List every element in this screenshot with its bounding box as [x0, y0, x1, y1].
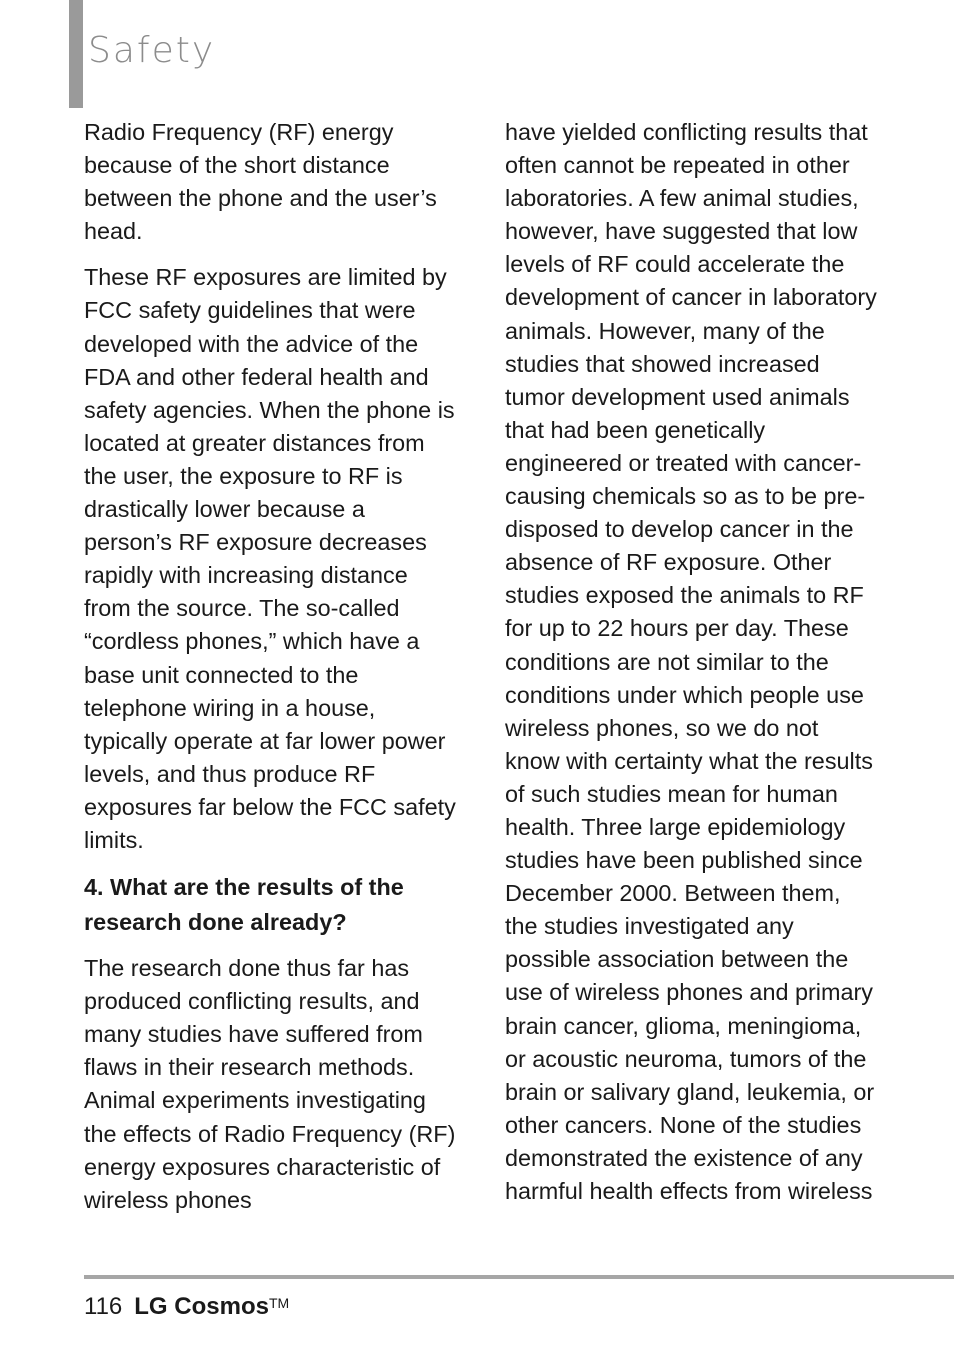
footer-divider — [84, 1275, 954, 1279]
right-column — [505, 116, 877, 1221]
left-column — [84, 116, 456, 1230]
section-title: Safety — [88, 30, 216, 71]
page-footer — [84, 1292, 289, 1322]
trademark-symbol: TM — [268, 1295, 290, 1311]
paragraph: These RF exposures are limited by FCC safety guidelines that were developed with the advice of the FDA and other federal health and safety agencies. When the phone is located at greater distances from the user, the exposure to RF is drastically lower because a person’s RF exposure decreases rapidly with increasing distance from the source. The so-called “cordless phones,” which have a base unit connected to the telephone wiring in a house, typically operate at far lower power levels, and thus produce RF exposures far below the FCC safety limits. — [84, 264, 456, 853]
page-number: 116 — [84, 1293, 123, 1320]
paragraph: Radio Frequency (RF) energy because of the short distance between the phone and the user’s head. — [84, 119, 437, 245]
product-name: LG Cosmos — [134, 1293, 269, 1320]
section-title-bar — [69, 0, 83, 108]
paragraph: have yielded conflicting results that often cannot be repeated in other laboratories. A few animal studies, however, have suggested that low levels of RF could accelerate the development of cancer in laboratory animals. However, many of the studies that showed increased tumor development used animals that had been genetically engineered or treated with cancer-causing chemicals so as to be pre-disposed to develop cancer in the absence of RF exposure. Other studies exposed the animals to RF for up to 22 hours per day. These conditions are not similar to the conditions under which people use wireless phones, so we do not know with certainty what the results of such studies mean for human health. Three large epidemiology studies have been published since December 2000. Between them, the studies investigated any possible association between the use of wireless phones and primary brain cancer, glioma, meningioma, or acoustic neuroma, tumors of the brain or salivary gland, leukemia, or other cancers. None of the studies demonstrated the existence of any harmful health effects from wireless — [505, 119, 877, 1204]
paragraph: The research done thus far has produced conflicting results, and many studies have suffered from flaws in their research methods. Animal experiments investigating the effects of Radio Frequency (RF) energy exposures characteristic of wireless phones — [84, 955, 456, 1213]
question-heading: 4. What are the results of the research done already? — [84, 874, 404, 936]
